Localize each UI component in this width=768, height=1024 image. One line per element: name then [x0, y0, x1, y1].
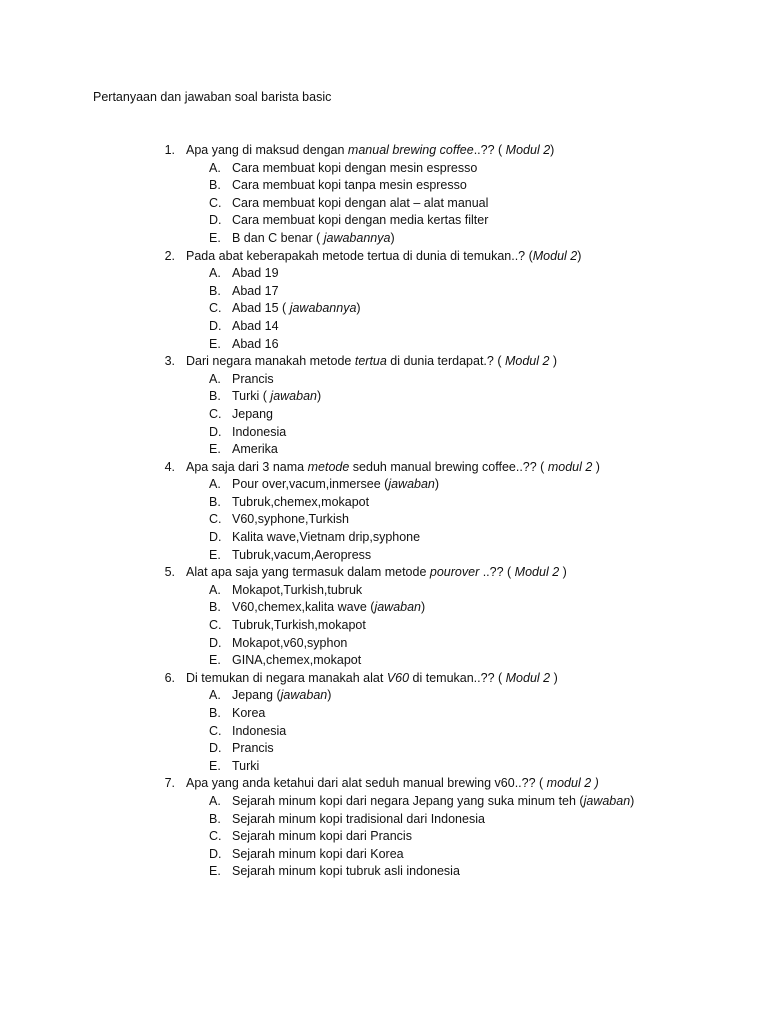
text-run: Di temukan di negara manakah alat	[186, 670, 387, 685]
text-run: Amerika	[232, 442, 278, 457]
question-text	[186, 353, 557, 371]
option-text	[232, 705, 265, 723]
question-text	[186, 142, 554, 160]
italic-text: Modul 2	[504, 354, 550, 369]
option-letter: E.	[209, 547, 221, 562]
option-letter: B.	[209, 811, 221, 826]
italic-text: Modul 2	[505, 143, 551, 157]
option-letter: A.	[209, 371, 221, 386]
question-item	[0, 459, 768, 565]
option-text	[232, 863, 460, 881]
answer-option	[0, 371, 768, 389]
question-number: 1.	[164, 143, 175, 157]
question-text	[186, 564, 567, 582]
answer-option	[0, 828, 768, 846]
option-letter: E.	[209, 336, 221, 351]
answer-option	[0, 846, 768, 864]
question-item	[0, 248, 768, 354]
question-number: 2.	[164, 248, 175, 263]
answer-option	[0, 793, 768, 811]
text-run: Abad 17	[232, 283, 279, 298]
question-text	[186, 459, 600, 477]
answer-option	[0, 758, 768, 776]
text-run: Indonesia	[232, 723, 287, 738]
question-line	[0, 459, 768, 477]
answer-option	[0, 599, 768, 617]
option-letter: C.	[209, 829, 222, 844]
answer-option	[0, 300, 768, 318]
answer-option	[0, 283, 768, 301]
option-letter: D.	[209, 213, 222, 228]
answer-option	[0, 529, 768, 547]
option-letter: A.	[209, 477, 221, 492]
option-letter: B.	[209, 600, 221, 615]
question-item	[0, 142, 768, 248]
answer-option	[0, 195, 768, 213]
option-text	[232, 265, 279, 283]
text-run: Pada abat keberapakah metode tertua di dunia di temukan..? (	[186, 248, 533, 263]
text-run: Sejarah minum kopi dari Korea	[232, 846, 404, 861]
italic-text: metode	[307, 459, 350, 474]
option-letter: B.	[209, 494, 221, 509]
text-run: Turki (	[232, 389, 271, 404]
option-text	[232, 617, 366, 635]
text-run: )	[327, 688, 332, 703]
option-letter: E.	[209, 653, 221, 668]
answer-option	[0, 424, 768, 442]
text-run: ..?? (	[473, 143, 506, 157]
text-run: Sejarah minum kopi dari negara Jepang yang suka minum teh (	[232, 793, 584, 808]
text-run: )	[550, 670, 558, 685]
option-text	[232, 511, 349, 529]
option-text	[232, 758, 259, 776]
question-line	[0, 670, 768, 688]
option-letter: B.	[209, 178, 221, 193]
option-letter: A.	[209, 793, 221, 808]
option-text	[232, 336, 279, 354]
option-text	[232, 547, 371, 565]
text-run: Tubruk,Turkish,mokapot	[232, 618, 366, 633]
question-line	[0, 248, 768, 266]
italic-text: jawaban	[374, 600, 422, 615]
option-text	[232, 740, 274, 758]
italic-text: jawaban	[280, 688, 328, 703]
option-letter: E.	[209, 230, 221, 245]
answer-option	[0, 388, 768, 406]
option-letter: A.	[209, 266, 221, 281]
question-number: 7.	[164, 776, 175, 791]
answer-option	[0, 160, 768, 178]
answer-option	[0, 336, 768, 354]
text-run: Cara membuat kopi dengan mesin espresso	[232, 160, 478, 175]
option-text	[232, 529, 420, 547]
option-letter: D.	[209, 635, 222, 650]
option-text	[232, 793, 634, 811]
text-run: )	[317, 389, 322, 404]
option-letter: A.	[209, 160, 221, 175]
option-text	[232, 283, 279, 301]
option-letter: C.	[209, 406, 222, 421]
text-run: Abad 19	[232, 266, 279, 281]
option-text	[232, 635, 347, 653]
option-letter: B.	[209, 283, 221, 298]
text-run: GINA,chemex,mokapot	[232, 653, 362, 668]
question-text	[186, 248, 581, 266]
question-number: 5.	[164, 565, 175, 580]
option-text	[232, 441, 278, 459]
option-letter: E.	[209, 442, 221, 457]
italic-text: modul 2 )	[546, 776, 599, 791]
text-run: Turki	[232, 758, 260, 773]
option-letter: D.	[209, 846, 222, 861]
option-text	[232, 371, 274, 389]
italic-text: manual brewing coffee	[347, 143, 474, 157]
text-run: Dari negara manakah metode	[186, 354, 355, 369]
answer-option	[0, 476, 768, 494]
question-text	[186, 670, 558, 688]
answer-option	[0, 406, 768, 424]
option-text	[232, 212, 488, 230]
option-text	[232, 687, 331, 705]
text-run: di dunia terdapat.? (	[386, 354, 505, 369]
question-number: 4.	[164, 459, 175, 474]
text-run: ..?? (	[479, 565, 515, 580]
option-text	[232, 494, 369, 512]
option-letter: C.	[209, 195, 222, 210]
answer-option	[0, 811, 768, 829]
document-title: Pertanyaan dan jawaban soal barista basic	[93, 90, 332, 104]
option-text	[232, 424, 286, 442]
italic-text: jawaban	[270, 389, 317, 404]
answer-option	[0, 635, 768, 653]
text-run: Cara membuat kopi dengan media kertas filter	[232, 213, 489, 228]
answer-option	[0, 617, 768, 635]
answer-option	[0, 318, 768, 336]
text-run: Abad 14	[232, 318, 279, 333]
option-text	[232, 300, 361, 318]
italic-text: jawabannya	[289, 301, 357, 316]
text-run: )	[390, 230, 395, 245]
question-line	[0, 564, 768, 582]
text-run: Abad 15 (	[232, 301, 290, 316]
text-run: Cara membuat kopi tanpa mesin espresso	[232, 178, 467, 193]
option-letter: C.	[209, 301, 222, 316]
italic-text: pourover	[429, 565, 480, 580]
question-line	[0, 775, 768, 793]
text-run: )	[630, 793, 635, 808]
answer-option	[0, 511, 768, 529]
text-run: Korea	[232, 706, 266, 720]
italic-text: jawaban	[388, 477, 435, 492]
italic-text: Modul 2	[514, 565, 560, 580]
text-run: Cara membuat kopi dengan alat – alat manual	[232, 195, 489, 210]
option-text	[232, 811, 485, 829]
answer-option	[0, 265, 768, 283]
text-run: Apa saja dari 3 nama	[186, 459, 308, 474]
answer-option	[0, 652, 768, 670]
answer-option	[0, 441, 768, 459]
question-item	[0, 670, 768, 776]
text-run: Mokapot,v60,syphon	[232, 635, 348, 650]
text-run: )	[421, 600, 426, 615]
option-text	[232, 195, 488, 213]
text-run: Prancis	[232, 371, 274, 386]
italic-text: modul 2	[547, 459, 593, 474]
option-letter: A.	[209, 688, 221, 703]
text-run: Prancis	[232, 741, 274, 756]
option-text	[232, 828, 412, 846]
option-letter: C.	[209, 512, 222, 527]
answer-option	[0, 705, 768, 723]
text-run: di temukan..?? (	[409, 670, 506, 685]
answer-option	[0, 547, 768, 565]
text-run: Sejarah minum kopi tubruk asli indonesia	[232, 864, 460, 879]
text-run: Apa yang anda ketahui dari alat seduh manual brewing v60..?? (	[186, 776, 547, 791]
option-letter: C.	[209, 723, 222, 738]
italic-text: Modul 2	[505, 670, 551, 685]
option-text	[232, 406, 273, 424]
option-letter: A.	[209, 582, 221, 597]
answer-option	[0, 494, 768, 512]
text-run: )	[559, 565, 567, 580]
text-run: )	[550, 143, 555, 157]
text-run: Abad 16	[232, 336, 279, 351]
text-run: Indonesia	[232, 424, 287, 439]
italic-text: V60	[386, 670, 410, 685]
option-letter: B.	[209, 706, 221, 720]
answer-option	[0, 723, 768, 741]
text-run: V60,syphone,Turkish	[232, 512, 349, 527]
option-letter: D.	[209, 424, 222, 439]
question-item	[0, 353, 768, 459]
option-letter: C.	[209, 618, 222, 633]
answer-option	[0, 863, 768, 881]
italic-text: jawaban	[583, 793, 631, 808]
text-run: Sejarah minum kopi dari Prancis	[232, 829, 412, 844]
answer-option	[0, 582, 768, 600]
text-run: V60,chemex,kalita wave (	[232, 600, 375, 615]
text-run: Sejarah minum kopi tradisional dari Indonesia	[232, 811, 485, 826]
text-run: )	[434, 477, 440, 492]
text-run: Jepang (	[232, 688, 281, 703]
italic-text: Modul 2	[532, 248, 578, 263]
answer-option	[0, 177, 768, 195]
answer-option	[0, 230, 768, 248]
italic-text: tertua	[354, 354, 387, 369]
question-line	[0, 353, 768, 371]
text-run: seduh manual brewing coffee..?? (	[349, 459, 548, 474]
option-letter: D.	[209, 530, 222, 545]
text-run: Tubruk,chemex,mokapot	[232, 494, 370, 509]
option-text	[232, 476, 439, 494]
option-text	[232, 388, 321, 406]
option-letter: E.	[209, 864, 221, 879]
text-run: Apa yang di maksud dengan	[186, 143, 348, 157]
answer-option	[0, 212, 768, 230]
text-run: )	[577, 248, 582, 263]
option-letter: B.	[209, 389, 221, 404]
option-letter: D.	[209, 318, 222, 333]
text-run: Kalita wave,Vietnam drip,syphone	[232, 530, 421, 545]
text-run: Tubruk,vacum,Aeropress	[232, 547, 372, 562]
option-text	[232, 599, 425, 617]
text-run: Alat apa saja yang termasuk dalam metode	[186, 565, 430, 580]
text-run: B dan C benar (	[232, 230, 324, 245]
text-run: )	[356, 301, 361, 316]
text-run: Mokapot,Turkish,tubruk	[232, 582, 363, 597]
question-list	[0, 142, 768, 881]
text-run: )	[592, 459, 600, 474]
question-line	[0, 142, 768, 160]
option-text	[232, 582, 362, 600]
question-number: 6.	[164, 670, 175, 685]
text-run: Jepang	[232, 406, 274, 421]
option-letter: D.	[209, 741, 222, 756]
text-run: )	[549, 354, 558, 369]
italic-text: jawabannya	[323, 230, 391, 245]
option-text	[232, 652, 361, 670]
option-text	[232, 177, 467, 195]
text-run: Pour over,vacum,inmersee (	[232, 477, 389, 492]
option-text	[232, 160, 477, 178]
question-text	[186, 775, 599, 793]
option-text	[232, 846, 404, 864]
option-text	[232, 723, 286, 741]
question-item	[0, 775, 768, 881]
option-text	[232, 230, 395, 248]
answer-option	[0, 687, 768, 705]
question-item	[0, 564, 768, 670]
option-text	[232, 318, 279, 336]
option-letter: E.	[209, 758, 221, 773]
answer-option	[0, 740, 768, 758]
question-number: 3.	[164, 354, 175, 369]
